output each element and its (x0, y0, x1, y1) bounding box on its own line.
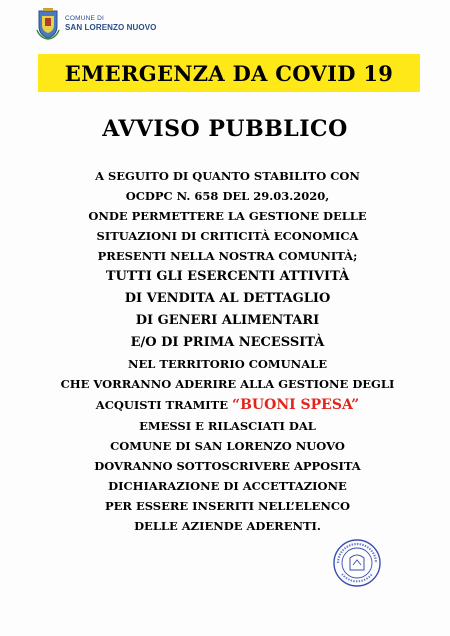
buoni-spesa-highlight: BUONI SPESA (240, 397, 352, 413)
body-line: SITUAZIONI DI CRITICITÀ ECONOMICA (96, 229, 359, 243)
close-quote: ” (351, 397, 360, 413)
body-line: DI VENDITA AL DETTAGLIO (124, 291, 331, 306)
notice-title: AVVISO PUBBLICO (102, 116, 348, 142)
body-line: CHE VORRANNO ADERIRE ALLA GESTIONE DEGLI (60, 377, 395, 391)
notice-body (40, 166, 415, 536)
body-line: A SEGUITO DI QUANTO STABILITO CON (95, 169, 360, 183)
body-line-prefix: ACQUISTI TRAMITE (95, 398, 233, 412)
body-line: DICHIARAZIONE DI ACCETTAZIONE (108, 479, 347, 493)
body-line: PRESENTI NELLA NOSTRA COMUNITÀ; (97, 249, 358, 263)
body-line: TUTTI GLI ESERCENTI ATTIVITÀ (105, 269, 350, 284)
body-line: DOVRANNO SOTTOSCRIVERE APPOSITA (94, 459, 361, 473)
body-line: DELLE AZIENDE ADERENTI. (134, 519, 321, 533)
body-line: EMESSI E RILASCIATI DAL (139, 419, 316, 433)
coat-of-arms-icon (35, 8, 61, 40)
body-line: COMUNE DI SAN LORENZO NUOVO (110, 439, 345, 453)
body-line: ONDE PERMETTERE LA GESTIONE DELLE (88, 209, 367, 223)
body-line: DI GENERI ALIMENTARI (135, 313, 320, 328)
body-line: NEL TERRITORIO COMUNALE (128, 357, 327, 371)
official-stamp-icon (332, 538, 382, 588)
body-line: OCDPC N. 658 DEL 29.03.2020, (125, 189, 330, 203)
body-line: PER ESSERE INSERITI NELL’ELENCO (104, 499, 351, 513)
open-quote: “ (232, 397, 241, 413)
body-line-buoni-spesa (40, 394, 415, 416)
municipality-header (35, 8, 156, 40)
emergency-banner: EMERGENZA DA COVID 19 (38, 54, 420, 92)
body-line: E/O DI PRIMA NECESSITÀ (130, 335, 325, 350)
municipality-label: COMUNE DI (65, 14, 104, 22)
municipality-name: SAN LORENZO NUOVO (65, 23, 157, 33)
